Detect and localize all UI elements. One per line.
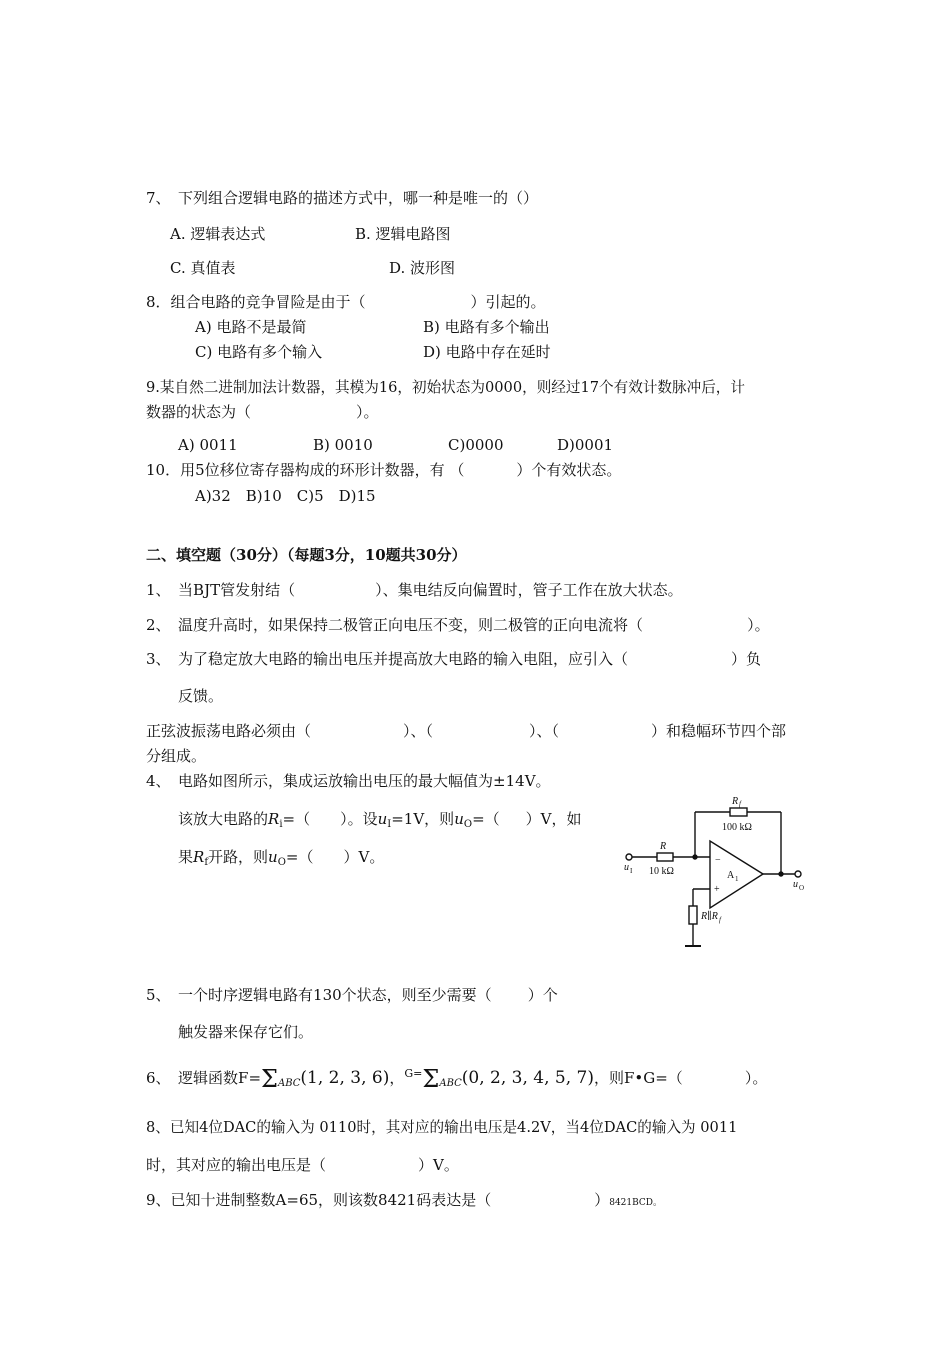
label-uo: u bbox=[793, 879, 798, 890]
sigma-icon-2: Σ bbox=[422, 1065, 440, 1093]
label-plus: + bbox=[714, 884, 720, 895]
fill-q8-c: ）V。 bbox=[418, 1156, 459, 1174]
fill-q4-b5: =（ bbox=[472, 810, 500, 828]
fill-osc-b: ）、（ bbox=[403, 722, 434, 740]
fill-q3-b: ）负 bbox=[731, 650, 762, 668]
fill-q6-f-expr bbox=[261, 1065, 390, 1093]
q10-stem-b: ）个有效状态。 bbox=[516, 461, 622, 479]
q10-options: A)32 B)10 C)5 D)15 bbox=[195, 487, 376, 505]
fill-q8-line2 bbox=[146, 1155, 459, 1175]
fill-q4-I: I bbox=[387, 819, 392, 830]
fill-q4-line3 bbox=[178, 847, 384, 873]
resistor-balance bbox=[689, 906, 697, 924]
fill-q4-b3: ）。设 bbox=[340, 810, 378, 828]
q10-stem-a: 10．用5位移位寄存器构成的环形计数器，有 （ bbox=[146, 461, 465, 479]
q8-option-c: C) 电路有多个输入 bbox=[195, 343, 323, 361]
fill-q4-uo2: u bbox=[268, 848, 278, 866]
fill-q4-c3: =（ bbox=[285, 848, 314, 866]
fill-q5-b: ）个 bbox=[527, 986, 558, 1004]
q8-option-a: A) 电路不是最简 bbox=[195, 318, 307, 336]
fill-q4-R: R bbox=[268, 810, 280, 828]
fill-q9-b: ） bbox=[594, 1191, 610, 1209]
fill-osc-a: 正弦波振荡电路必须由（ bbox=[146, 722, 312, 740]
fill-q4-b6: ）V，如 bbox=[525, 810, 582, 828]
fill-q4-u: u bbox=[377, 810, 388, 828]
resistor-rf bbox=[730, 808, 747, 816]
fill-q4-b4: =1V，则 bbox=[391, 810, 455, 828]
fill-osc-e: 分组成。 bbox=[146, 747, 207, 765]
opamp-circuit-diagram bbox=[615, 788, 815, 958]
label-ui: u bbox=[624, 862, 629, 873]
q10-stem bbox=[146, 460, 621, 480]
label-uo-sub: O bbox=[799, 884, 805, 892]
q7-option-b: B. 逻辑电路图 bbox=[355, 225, 451, 243]
fill-q4-O2: O bbox=[277, 857, 286, 868]
fill-q4-O: O bbox=[463, 819, 473, 830]
label-r-value: 10 kΩ bbox=[649, 866, 674, 877]
fill-q4-Rf: R bbox=[193, 848, 205, 866]
fill-q2 bbox=[146, 615, 770, 635]
label-minus: − bbox=[715, 855, 721, 866]
fill-q3-c: 反馈。 bbox=[178, 687, 224, 705]
fill-q4-c1: 果 bbox=[178, 848, 194, 866]
q7-option-d: D. 波形图 bbox=[389, 259, 456, 277]
fill-q1-b: ）、集电结反向偏置时，管子工作在放大状态。 bbox=[375, 581, 683, 599]
fill-q9 bbox=[146, 1190, 662, 1213]
sigma-icon: Σ bbox=[261, 1065, 278, 1093]
q9-option-c: C)0000 bbox=[448, 436, 504, 454]
fill-q4-i: i bbox=[279, 819, 283, 830]
label-rp: R∥R bbox=[701, 911, 718, 922]
fill-q4-line2 bbox=[178, 809, 581, 835]
q7-stem: 7、 下列组合逻辑电路的描述方式中，哪一种是唯一的（） bbox=[146, 189, 539, 207]
label-rf: R bbox=[732, 796, 739, 807]
section-heading: 二、填空题（30分）（每题3分，10题共30分） bbox=[146, 546, 467, 564]
fill-q6-b: ，则F•G=（ bbox=[594, 1069, 683, 1087]
q8-stem-a: 8．组合电路的竞争冒险是由于（ bbox=[146, 293, 366, 311]
input-terminal bbox=[626, 854, 632, 860]
label-rf-value: 100 kΩ bbox=[722, 822, 752, 833]
fill-q3-a: 3、 为了稳定放大电路的输出电压并提高放大电路的输入电阻，应引入（ bbox=[146, 650, 629, 668]
q8-option-b: B) 电路有多个输出 bbox=[423, 318, 550, 336]
fill-q6-abc: ABC bbox=[278, 1078, 301, 1089]
q9-option-b: B) 0010 bbox=[313, 436, 373, 454]
resistor-r bbox=[657, 853, 673, 861]
label-amp: A bbox=[727, 870, 735, 881]
fill-q8-line1: 8、已知4位DAC的输入为 0110时，其对应的输出电压是4.2V，当4位DAC的输入为 0011 bbox=[146, 1119, 738, 1136]
fill-osc-c: ）、（ bbox=[529, 722, 560, 740]
fill-q4: 4、 电路如图所示，集成运放输出电压的最大幅值为±14V。 bbox=[146, 772, 551, 790]
label-rf-sub: f bbox=[739, 800, 741, 808]
q9-option-a: A) 0011 bbox=[178, 436, 238, 454]
fill-q6-g-expr bbox=[422, 1065, 594, 1093]
label-amp-sub: 1 bbox=[735, 875, 739, 883]
output-terminal bbox=[795, 871, 801, 877]
fill-q9-c: 8421BCD。 bbox=[609, 1198, 663, 1208]
fill-q6-a: 6、 逻辑函数F= bbox=[146, 1069, 262, 1087]
fill-q6-g-terms: (0, 2, 3, 4, 5, 7) bbox=[461, 1068, 594, 1088]
fill-q1 bbox=[146, 580, 683, 600]
label-r: R bbox=[660, 841, 667, 852]
fill-q3 bbox=[146, 649, 761, 669]
q9-stem-line1: 9.某自然二进制加法计数器，其模为16，初始状态为0000，则经过17个有效计数脉冲后，计 bbox=[146, 379, 745, 396]
fill-q5-c: 触发器来保存它们。 bbox=[178, 1023, 314, 1041]
fill-q6 bbox=[146, 1061, 767, 1097]
fill-q2-b: ）。 bbox=[747, 616, 770, 634]
fill-osc bbox=[146, 721, 786, 741]
q9-stem-a: 数器的状态为（ bbox=[146, 403, 252, 421]
label-rp-sub: f bbox=[719, 916, 721, 924]
fill-q5-a: 5、 一个时序逻辑电路有130个状态，则至少需要（ bbox=[146, 986, 492, 1004]
fill-q9-a: 9、已知十进制整数A=65，则该数8421码表达是（ bbox=[146, 1191, 492, 1209]
q8-stem-b: ）引起的。 bbox=[470, 293, 546, 311]
fill-osc-d: ）和稳幅环节四个部 bbox=[651, 722, 787, 740]
fill-q6-abc-2: ABC bbox=[439, 1078, 462, 1089]
fill-q8-b: 时，其对应的输出电压是（ bbox=[146, 1156, 327, 1174]
fill-q4-uo: u bbox=[454, 810, 464, 828]
fill-q6-f-terms: (1, 2, 3, 6) bbox=[300, 1068, 390, 1088]
fill-q2-a: 2、 温度升高时，如果保持二极管正向电压不变，则二极管的正向电流将（ bbox=[146, 616, 644, 634]
q9-stem-line2 bbox=[146, 402, 379, 422]
fill-q6-c: ）。 bbox=[744, 1069, 768, 1087]
q9-stem-b: ）。 bbox=[356, 403, 379, 421]
q7-option-c: C. 真值表 bbox=[170, 259, 236, 277]
fill-q6-comma: ， bbox=[389, 1069, 405, 1087]
q9-option-d: D)0001 bbox=[557, 436, 614, 454]
fill-q4-c2: 开路，则 bbox=[208, 848, 269, 866]
fill-q4-c4: ）V。 bbox=[343, 848, 385, 866]
fill-q6-g: G= bbox=[404, 1067, 423, 1080]
q7-option-a: A. 逻辑表达式 bbox=[170, 225, 266, 243]
fill-q4-f: f bbox=[204, 857, 209, 868]
fill-q4-b1: 该放大电路的 bbox=[178, 810, 269, 828]
fill-q4-b2: =（ bbox=[282, 810, 311, 828]
q8-stem bbox=[146, 292, 546, 312]
q8-option-d: D) 电路中存在延时 bbox=[423, 343, 551, 361]
fill-q1-a: 1、 当BJT管发射结（ bbox=[146, 581, 296, 599]
fill-q5 bbox=[146, 985, 558, 1005]
label-ui-sub: I bbox=[630, 867, 633, 875]
